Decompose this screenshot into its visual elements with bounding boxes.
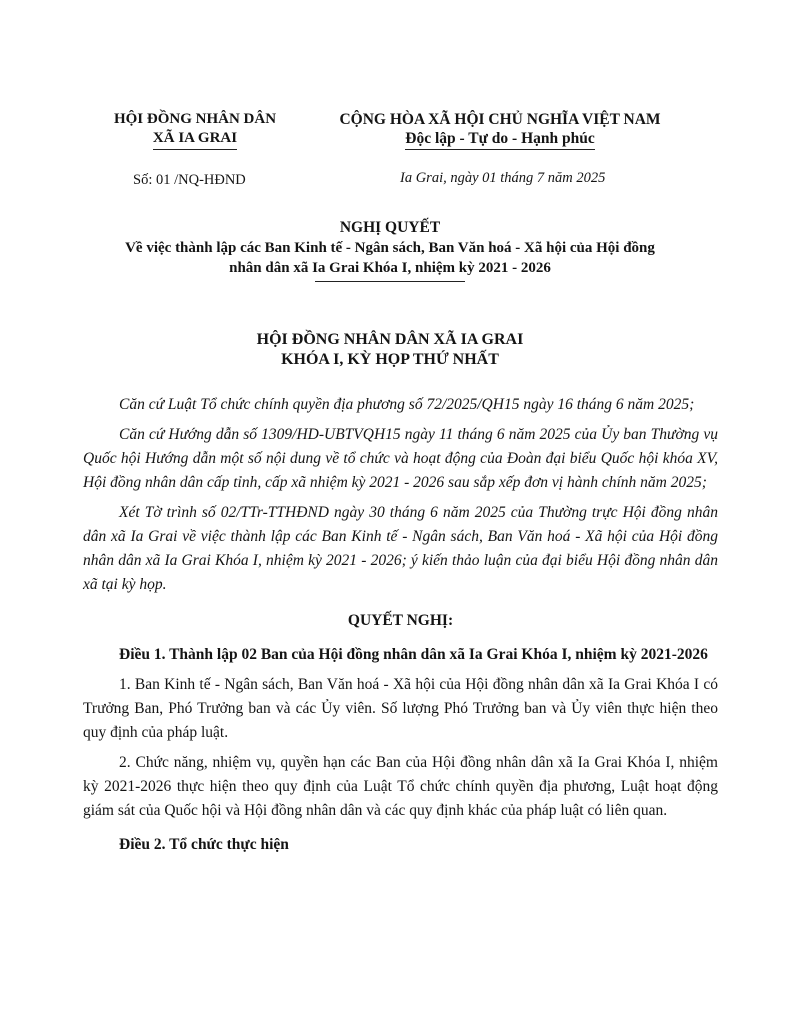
document-date: Ia Grai, ngày 01 tháng 7 năm 2025 <box>400 170 606 186</box>
document-subject-line2: nhân dân xã Ia Grai Khóa I, nhiệm kỳ 2021 - 2026 <box>229 260 551 276</box>
national-title: CỘNG HÒA XÃ HỘI CHỦ NGHĨA VIỆT NAM <box>339 111 661 128</box>
title-divider <box>315 281 465 282</box>
article-1-clause-1: 1. Ban Kinh tế - Ngân sách, Ban Văn hoá - Xã hội của Hội đồng nhân dân xã Ia Grai Khóa I có Trưởng Ban, Phó Trưởng ban và các Ủy viên. Số lượng Phó Trưởng ban và Ủy viên thực hiện theo quy định của pháp luật. <box>83 676 718 741</box>
document-type: NGHỊ QUYẾT <box>339 219 441 236</box>
resolution-heading: QUYẾT NGHỊ: <box>347 612 454 629</box>
legal-basis-3: Xét Tờ trình số 02/TTr-TTHĐND ngày 30 tháng 6 năm 2025 của Thường trực Hội đồng nhân dân xã Ia Grai về việc thành lập các Ban Kinh tế - Ngân sách, Ban Văn hoá - Xã hội của Hội đồng nhân dân xã Ia Grai Khóa I, nhiệm kỳ 2021 - 2026; ý kiến thảo luận của đại biểu Hội đồng nhân dân xã tại kỳ họp. <box>83 504 718 593</box>
issuer-block <box>95 110 295 150</box>
legal-basis-2: Căn cứ Hướng dẫn số 1309/HD-UBTVQH15 ngày 11 tháng 6 năm 2025 của Ủy ban Thường vụ Quốc hội Hướng dẫn một số nội dung về tổ chức và hoạt động của Đoàn đại biểu Quốc hội khóa XV, Hội đồng nhân dân cấp tỉnh, cấp xã nhiệm kỳ 2021 - 2026 sau sắp xếp đơn vị hành chính năm 2025; <box>83 426 718 491</box>
document-subject-line1: Về việc thành lập các Ban Kinh tế - Ngân sách, Ban Văn hoá - Xã hội của Hội đồng <box>125 240 655 256</box>
legal-basis-1: Căn cứ Luật Tổ chức chính quyền địa phương số 72/2025/QH15 ngày 16 tháng 6 năm 2025; <box>119 396 695 413</box>
issuer-name: HỘI ĐỒNG NHÂN DÂN <box>113 111 277 127</box>
council-session: KHÓA I, KỲ HỌP THỨ NHẤT <box>281 351 499 368</box>
national-motto: Độc lập - Tự do - Hạnh phúc <box>405 129 594 150</box>
document-number: Số: 01 /NQ-HĐND <box>133 172 246 188</box>
document-title <box>60 218 720 282</box>
council-name: HỘI ĐỒNG NHÂN DÂN XÃ IA GRAI <box>256 331 524 348</box>
article-2-heading: Điều 2. Tổ chức thực hiện <box>119 836 289 853</box>
national-heading <box>320 110 680 150</box>
council-heading <box>60 330 720 370</box>
article-1-heading: Điều 1. Thành lập 02 Ban của Hội đồng nhân dân xã Ia Grai Khóa I, nhiệm kỳ 2021-2026 <box>119 646 708 663</box>
issuer-commune: XÃ IA GRAI <box>153 129 237 150</box>
article-1-clause-2: 2. Chức năng, nhiệm vụ, quyền hạn các Ban của Hội đồng nhân dân xã Ia Grai Khóa I, nhiệm kỳ 2021-2026 thực hiện theo quy định của Luật Tổ chức chính quyền địa phương, Luật hoạt động giám sát của Quốc hội và Hội đồng nhân dân và các quy định khác của pháp luật có liên quan. <box>83 754 718 819</box>
document-body <box>83 393 718 863</box>
